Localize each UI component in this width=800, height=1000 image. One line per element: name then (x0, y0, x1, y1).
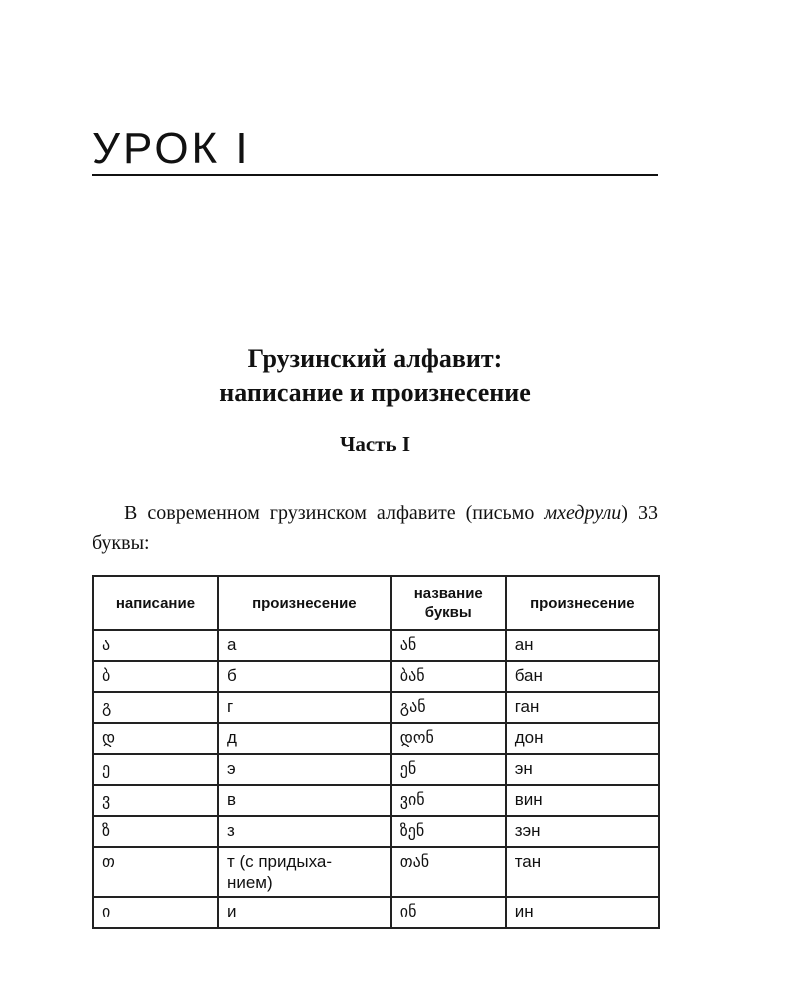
cell-name-sound: ин (506, 897, 659, 928)
header-name-pronunciation: произнесение (506, 576, 659, 630)
cell-sound-line1: т (с придыха- (226, 852, 333, 871)
cell-letter: ა (93, 630, 218, 661)
table-row (93, 661, 659, 692)
cell-name: ინ (391, 897, 506, 928)
cell-name-sound: эн (506, 754, 659, 785)
cell-name-sound: бан (506, 661, 659, 692)
cell-name: ვინ (391, 785, 506, 816)
cell-name-sound: ган (506, 692, 659, 723)
cell-name: თან (391, 847, 506, 897)
table-row (93, 785, 659, 816)
table-row (93, 630, 659, 661)
header-letter-name (391, 576, 506, 630)
cell-sound (218, 847, 391, 897)
cell-name: გან (391, 692, 506, 723)
cell-name-sound: тан (506, 847, 659, 897)
cell-name-sound: вин (506, 785, 659, 816)
cell-name: დონ (391, 723, 506, 754)
intro-text-after: ) 33 буквы: (92, 502, 658, 554)
table-header-row (93, 576, 659, 630)
cell-name-sound: дон (506, 723, 659, 754)
table-row (93, 816, 659, 847)
table-row (93, 723, 659, 754)
cell-sound: д (218, 723, 391, 754)
intro-paragraph (92, 498, 658, 558)
cell-letter: ვ (93, 785, 218, 816)
cell-sound: э (218, 754, 391, 785)
cell-letter: ზ (93, 816, 218, 847)
cell-name-sound: ан (506, 630, 659, 661)
intro-text-before: В современном грузинском алфавите (письмо (124, 502, 545, 524)
cell-sound: в (218, 785, 391, 816)
cell-sound: б (218, 661, 391, 692)
cell-letter: თ (93, 847, 218, 897)
cell-sound-line2: нием) (226, 873, 273, 892)
cell-sound: г (218, 692, 391, 723)
alphabet-table (92, 575, 660, 929)
cell-name: ენ (391, 754, 506, 785)
table-row (93, 847, 659, 897)
header-writing: написание (93, 576, 218, 630)
cell-letter: ე (93, 754, 218, 785)
section-heading (92, 342, 658, 410)
cell-name: ბან (391, 661, 506, 692)
section-heading-line1: Грузинский алфавит: (247, 344, 503, 373)
cell-name: ზენ (391, 816, 506, 847)
header-pronunciation: произнесение (218, 576, 391, 630)
section-heading-line2: написание и произнесение (219, 378, 531, 407)
cell-sound: и (218, 897, 391, 928)
cell-letter: გ (93, 692, 218, 723)
title-underline (92, 174, 658, 176)
header-letter-name-line2: буквы (424, 604, 472, 621)
cell-name: ან (391, 630, 506, 661)
cell-name-sound: зэн (506, 816, 659, 847)
cell-letter: ბ (93, 661, 218, 692)
lesson-title: УРОК I (92, 124, 251, 173)
table-row (93, 754, 659, 785)
part-heading: Часть I (339, 432, 411, 456)
cell-sound: з (218, 816, 391, 847)
cell-letter: დ (93, 723, 218, 754)
table-row (93, 897, 659, 928)
intro-italic-term: мхедрули (544, 502, 622, 524)
table-row (93, 692, 659, 723)
header-letter-name-line1: название (413, 585, 483, 602)
cell-sound: а (218, 630, 391, 661)
cell-letter: ი (93, 897, 218, 928)
